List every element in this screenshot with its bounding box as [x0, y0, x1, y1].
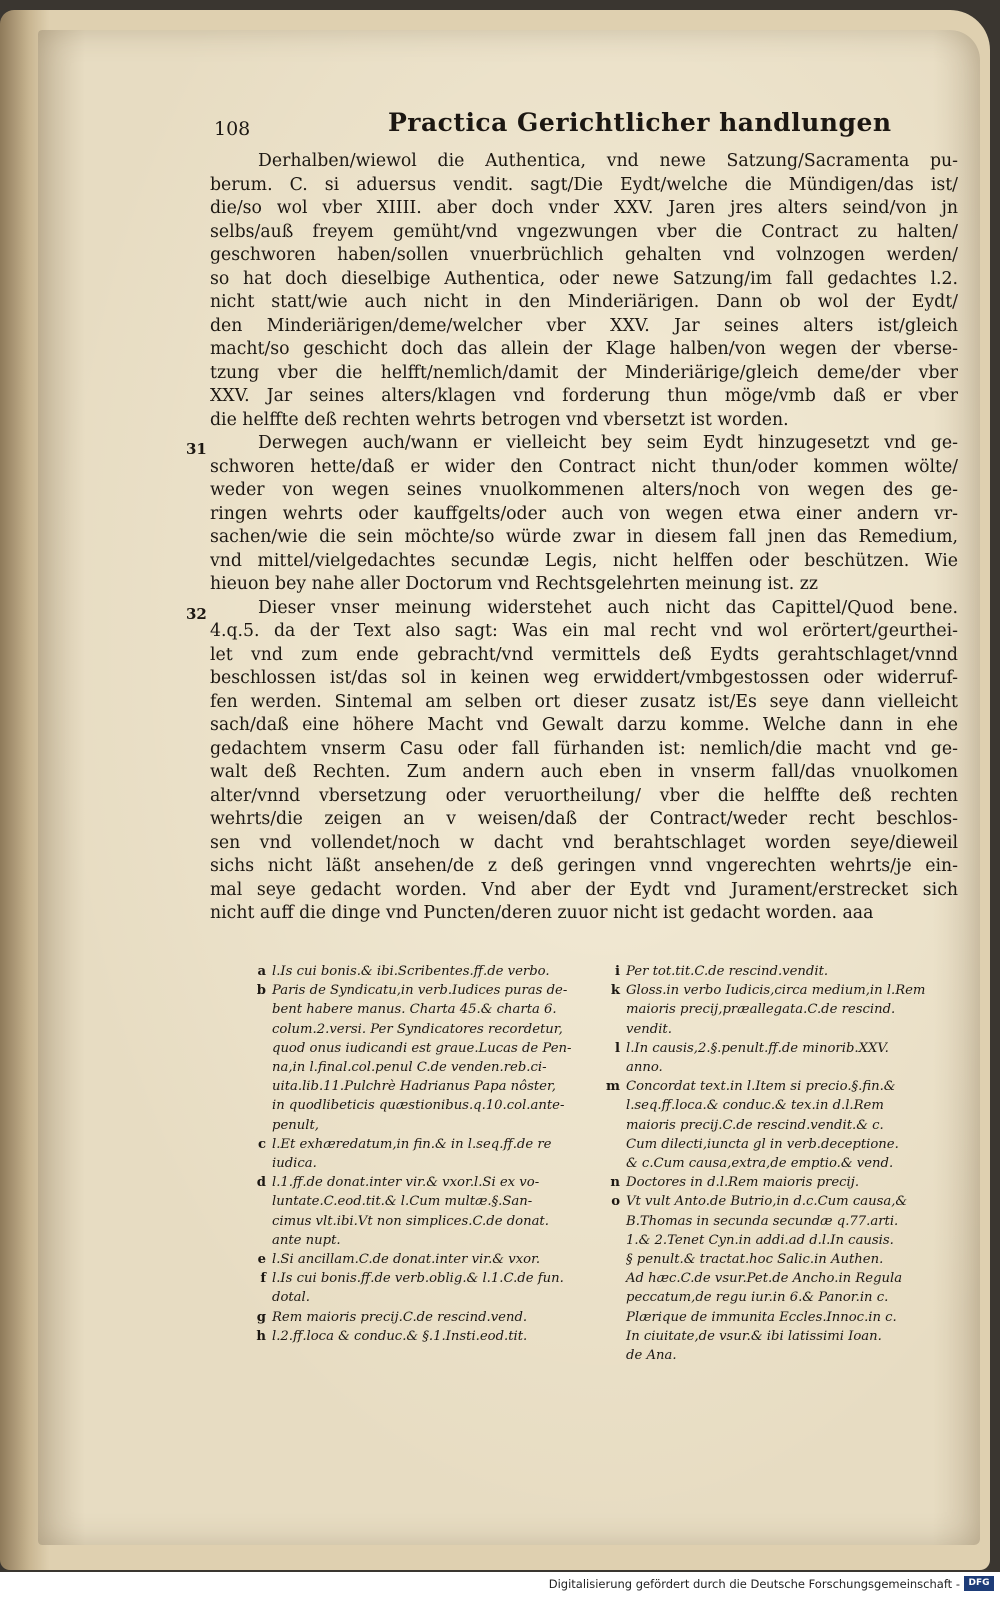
footnote-key: a — [257, 964, 266, 979]
text-line: berum. C. si aduersus vendit. sagt/Die Eydt/welche die Mündigen/das ist/ — [210, 174, 958, 195]
footnote-text: Cum dilecti,iuncta gl in verb.deceptione. — [626, 1136, 899, 1152]
footnote-text: iudica. — [272, 1156, 317, 1172]
footnote-key: f — [260, 1271, 266, 1287]
text-line: beschlossen ist/das sol in keinen weg erwiddert/vmbgestossen oder widerruf- — [210, 668, 958, 688]
footnote-text: uita.lib.11.Pulchrè Hadrianus Papa nôster, — [272, 1079, 556, 1095]
dfg-logo: DFG — [964, 1576, 994, 1591]
text-line: wehrts/die zeigen an v weisen/daß der Contract/weder recht beschlos- — [210, 809, 958, 829]
footnote-key — [600, 1269, 626, 1288]
footnote-line — [246, 1192, 581, 1211]
footnote-text: l.In causis,2.§.penult.ff.de minorib.XXV. — [626, 1040, 889, 1056]
footnote-text: Ad hæc.C.de vsur.Pet.de Ancho.in Regula — [626, 1271, 903, 1287]
footnote-line — [600, 1250, 960, 1269]
text-line: geschworen haben/sollen vnuerbrüchlich gehalten vnd volnzogen werden/ — [210, 245, 958, 265]
text-line: weder von wegen seines vnuolkommenen alters/noch von wegen des ge- — [210, 480, 958, 500]
footnote-text: na,in l.final.col.penul C.de venden.reb.ci- — [272, 1060, 547, 1076]
running-title: Practica Gerichtlicher handlungen — [388, 108, 892, 137]
footnote-line — [600, 1135, 960, 1154]
footnote-key: k — [610, 983, 620, 999]
footnote-line — [600, 1269, 960, 1288]
footnote-line — [246, 1327, 581, 1346]
footnote-key — [600, 1096, 626, 1115]
footnote-key — [600, 1308, 626, 1327]
marginal-number: 31 — [186, 440, 207, 458]
footnote-key — [246, 1116, 272, 1135]
text-line: den Minderiärigen/deme/welcher vber XXV. Jar seines alters ist/gleich — [210, 315, 958, 336]
text-line: hieuon bey nahe aller Doctorum vnd Rechtsgelehrten meinung ist. zz — [210, 574, 818, 594]
text-line: die helffte deß rechten wehrts betrogen vnd vbersetzt ist worden. — [210, 409, 789, 430]
funding-credit: Digitalisierung gefördert durch die Deutsche Forschungsgemeinschaft - — [548, 1577, 960, 1591]
footnote-key — [246, 1288, 272, 1307]
footnote-key: i — [614, 964, 620, 979]
footnote-key — [246, 1212, 272, 1231]
footnote-key — [600, 1250, 626, 1269]
footnote-text: de Ana. — [626, 1348, 677, 1364]
footnote-key: h — [256, 1328, 266, 1344]
text-line: nicht statt/wie auch nicht in den Minderiärigen. Dann ob wol der Eydt/ — [210, 292, 958, 312]
footnote-text: luntate.C.eod.tit.& l.Cum multæ.§.San- — [272, 1194, 533, 1210]
footnote-text: Doctores in d.l.Rem maioris precij. — [626, 1175, 860, 1191]
text-line: macht/so geschicht doch das allein der Klage halben/von wegen der vberse- — [210, 339, 958, 359]
footnote-text: bent habere manus. Charta 45.& charta 6. — [272, 1002, 557, 1018]
footnote-text: l.Si ancillam.C.de donat.inter vir.& vxor. — [272, 1252, 541, 1268]
text-line: selbs/auß freyem gemüht/vnd vngezwungen vber die Contract zu halten/ — [210, 221, 958, 242]
footnote-line — [600, 1346, 960, 1365]
text-line: let vnd zum ende gebracht/vnd vermittels deß Eydts gerahtschlaget/vnnd — [210, 644, 958, 665]
footnote-line — [600, 1096, 960, 1115]
footnote-text: 1.& 2.Tenet Cyn.in addi.ad d.l.In causis. — [626, 1232, 894, 1248]
footnote-text: Plærique de immunita Eccles.Innoc.in c. — [626, 1309, 897, 1325]
footnote-key — [246, 1058, 272, 1077]
footnote-text: anno. — [626, 1060, 663, 1076]
footnote-line — [600, 1192, 960, 1211]
footnote-key: g — [256, 1309, 266, 1325]
text-line: XXV. Jar seines alters/klagen vnd forderung thun möge/vmb daß er vber — [210, 386, 958, 406]
page-number: 108 — [214, 118, 251, 140]
footnote-line — [600, 1000, 960, 1019]
footnote-key: e — [257, 1252, 266, 1268]
footnote-text: maioris precij.C.de rescind.vendit.& c. — [626, 1117, 884, 1133]
footnote-line — [246, 1000, 581, 1019]
footnote-key — [600, 1327, 626, 1346]
footnote-key — [600, 1020, 626, 1039]
footnote-key — [600, 1231, 626, 1250]
footnote-text: vendit. — [626, 1021, 672, 1037]
footnote-key — [246, 1096, 272, 1115]
footnotes-right — [600, 962, 960, 1365]
footnote-key — [246, 1000, 272, 1019]
footnote-text: colum.2.versi. Per Syndicatores recordetur, — [272, 1021, 563, 1037]
footnote-line — [600, 1231, 960, 1250]
footer — [0, 1572, 1000, 1597]
text-line: tzung vber die helfft/nemlich/damit der Minderiärige/gleich deme/der vber — [210, 362, 958, 383]
footnote-line — [246, 1308, 581, 1327]
footnote-key: b — [256, 983, 266, 999]
footnote-text: l.seq.ff.loca.& conduc.& tex.in d.l.Rem — [626, 1098, 884, 1114]
footnote-key: o — [611, 1194, 620, 1210]
marginal-number: 32 — [186, 605, 207, 623]
footnote-text: maioris precij,præallegata.C.de rescind. — [626, 1002, 896, 1018]
text-line: ringen wehrts oder kauffgelts/oder auch von wegen etwa einer andern vr- — [210, 503, 958, 524]
footnote-text: l.Is cui bonis.ff.de verb.oblig.& l.1.C.de fun. — [272, 1271, 564, 1287]
footnote-line — [600, 1212, 960, 1231]
text-line: gedachtem vnserm Casu oder fall fürhanden ist: nemlich/die macht vnd ge- — [210, 738, 958, 759]
footnote-text: Gloss.in verbo Iudicis,circa medium,in l.Rem — [626, 983, 926, 999]
text-line: sach/daß eine höhere Macht vnd Gewalt darzu komme. Welche dann in ehe — [210, 715, 958, 735]
footnote-key: c — [257, 1136, 266, 1152]
footnote-line — [246, 1116, 581, 1135]
footnote-text: l.Is cui bonis.& ibi.Scribentes.ff.de verbo. — [272, 964, 550, 979]
footnote-text: l.Et exhæredatum,in fin.& in l.seq.ff.de re — [272, 1136, 552, 1152]
footnote-line — [600, 1058, 960, 1077]
footnote-text: peccatum,de regu iur.in 6.& Panor.in c. — [626, 1290, 889, 1306]
footnote-text: penult, — [272, 1117, 319, 1133]
footnote-line — [246, 1212, 581, 1231]
text-line: die/so wol vber XIIII. aber doch vnder XXV. Jaren jres alters seind/von jn — [210, 198, 958, 218]
footnote-text: l.1.ff.de donat.inter vir.& vxor.l.Si ex vo- — [272, 1175, 540, 1191]
footnote-text: quod onus iudicandi est graue.Lucas de Pen- — [272, 1040, 572, 1056]
footnote-line — [600, 1116, 960, 1135]
footnote-line — [246, 1135, 581, 1154]
footnote-key: l — [614, 1040, 620, 1056]
footnote-text: Vt vult Anto.de Butrio,in d.c.Cum causa,& — [626, 1194, 908, 1210]
footnote-line — [246, 1039, 581, 1058]
footnote-line — [246, 1058, 581, 1077]
footnote-text: Concordat text.in l.Item si precio.§.fin.& — [626, 1079, 896, 1095]
footnote-key — [600, 1135, 626, 1154]
footnote-key — [600, 1058, 626, 1077]
footnote-key — [600, 1154, 626, 1173]
footnote-key — [600, 1116, 626, 1135]
footnote-line — [600, 1288, 960, 1307]
text-line: so hat doch dieselbige Authentica, oder newe Satzung/im fall gedachtes l.2. — [210, 268, 958, 289]
footnote-text: cimus vlt.ibi.Vt non simplices.C.de donat. — [272, 1213, 549, 1229]
text-line: 4.q.5. da der Text also sagt: Was ein mal recht vnd wol erörtert/geurthei- — [210, 621, 958, 641]
page — [38, 30, 980, 1545]
footnote-key — [600, 1346, 626, 1365]
footnote-line — [246, 1250, 581, 1269]
footnote-text: ante nupt. — [272, 1232, 341, 1248]
text-line: sichs nicht läßt ansehen/de z deß geringen vnnd vngerechten wehrts/je ein- — [210, 856, 958, 876]
footnote-line — [246, 1077, 581, 1096]
text-line: fen werden. Sintemal am selben ort dieser zusatz ist/Es seye dann vielleicht — [210, 691, 958, 712]
footnote-line — [600, 962, 960, 981]
footnote-line — [246, 1096, 581, 1115]
text-line: alter/vnnd vbersetzung oder veruortheilung/ vber die helffte deß rechten — [210, 785, 958, 806]
text-line: mal seye gedacht worden. Vnd aber der Eydt vnd Jurament/erstrecket sich — [210, 879, 958, 900]
text-line: Dieser vnser meinung widerstehet auch nicht das Capittel/Quod bene. — [258, 597, 958, 618]
text-line: sachen/wie die sein möchte/so würde zwar in diesem fall jnen das Remedium, — [210, 527, 958, 547]
footnote-line — [600, 1020, 960, 1039]
footnote-key — [246, 1077, 272, 1096]
footnotes-left — [246, 962, 581, 1346]
footnote-text: B.Thomas in secunda secundæ q.77.arti. — [626, 1213, 899, 1229]
footnote-line — [246, 1020, 581, 1039]
text-line: Derwegen auch/wann er vielleicht bey seim Eydt hinzugesetzt vnd ge- — [258, 433, 958, 453]
footnote-line — [246, 1173, 581, 1192]
footnote-key: n — [610, 1175, 620, 1191]
footnote-line — [600, 1327, 960, 1346]
main-text — [210, 150, 958, 926]
footnote-line — [600, 1173, 960, 1192]
text-line: sen vnd vollendet/noch w dacht vnd berahtschlaget worden seye/dieweil — [210, 832, 958, 853]
footnote-text: Paris de Syndicatu,in verb.Iudices puras de- — [272, 983, 568, 999]
footnote-line — [246, 1288, 581, 1307]
footnote-text: § penult.& tractat.hoc Salic.in Authen. — [626, 1252, 884, 1268]
text-line: schworen hette/daß er wider den Contract nicht thun/oder kommen wölte/ — [210, 456, 958, 477]
footnote-key — [600, 1288, 626, 1307]
footnote-key — [246, 1154, 272, 1173]
footnote-text: In ciuitate,de vsur.& ibi latissimi Ioan. — [626, 1328, 882, 1344]
footnote-line — [246, 1154, 581, 1173]
text-line: Derhalben/wiewol die Authentica, vnd newe Satzung/Sacramenta pu- — [258, 151, 958, 171]
footnote-key — [246, 1192, 272, 1211]
text-line: walt deß Rechten. Zum andern auch eben in vnserm fall/das vnuolkomen — [210, 762, 958, 782]
footnote-key — [246, 1231, 272, 1250]
footnote-line — [600, 1077, 960, 1096]
footnote-text: l.2.ff.loca & conduc.& §.1.Insti.eod.tit. — [272, 1328, 528, 1344]
footnote-line — [246, 962, 581, 981]
footnote-key: d — [256, 1175, 266, 1191]
footnote-text: in quodlibeticis quæstionibus.q.10.col.ante- — [272, 1098, 565, 1114]
footnote-text: & c.Cum causa,extra,de emptio.& vend. — [626, 1156, 894, 1172]
footnote-key — [600, 1212, 626, 1231]
footnote-line — [246, 981, 581, 1000]
footnote-line — [600, 1308, 960, 1327]
text-line: vnd mittel/vielgedachtes secundæ Legis, nicht helffen oder beschützen. Wie — [210, 550, 958, 571]
footnote-key: m — [606, 1079, 620, 1095]
footnote-text: Rem maioris precij.C.de rescind.vend. — [272, 1309, 528, 1325]
footnote-line — [600, 1039, 960, 1058]
footnote-line — [246, 1269, 581, 1288]
footnote-line — [600, 981, 960, 1000]
footnote-line — [246, 1231, 581, 1250]
footnote-text: dotal. — [272, 1290, 310, 1306]
footnote-key — [246, 1020, 272, 1039]
footnote-line — [600, 1154, 960, 1173]
footnote-text: Per tot.tit.C.de rescind.vendit. — [626, 964, 829, 979]
footnote-key — [246, 1039, 272, 1058]
text-line: nicht auff die dinge vnd Puncten/deren zuuor nicht ist gedacht worden. aaa — [210, 903, 874, 923]
footnote-key — [600, 1000, 626, 1019]
